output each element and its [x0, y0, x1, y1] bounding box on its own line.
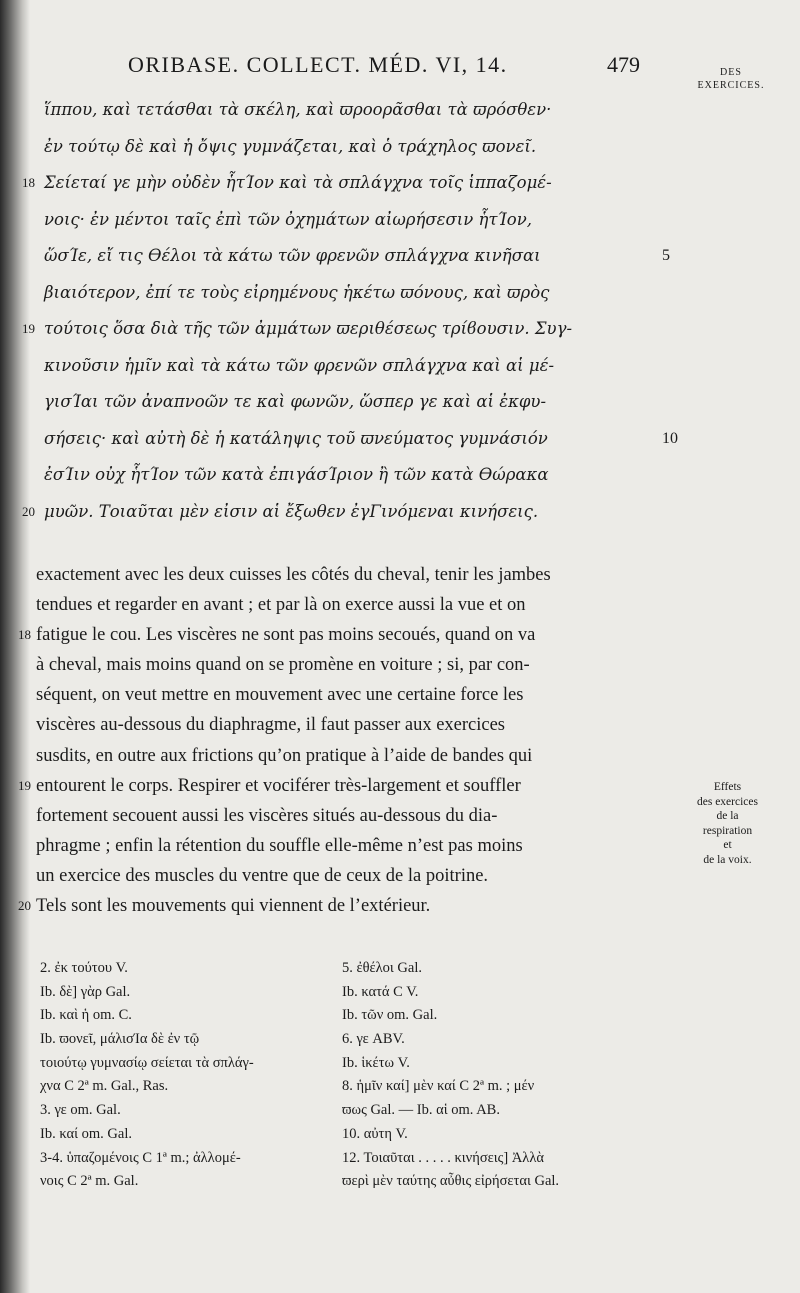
greek-line — [22, 421, 682, 458]
note-line: 2. ἐκ τούτου V. — [40, 960, 128, 976]
french-line-number: 18 — [18, 627, 31, 643]
notes-column-right — [342, 957, 662, 1194]
french-line-text: viscères au-dessous du diaphragme, il faut passer aux exercices — [36, 715, 506, 736]
french-line — [18, 710, 658, 740]
greek-right-line-number: 10 — [662, 429, 678, 447]
greek-line — [22, 129, 682, 166]
note-line: Ib. κατά C V. — [342, 983, 419, 1000]
note-line: 3. γε om. Gal. — [40, 1102, 121, 1119]
french-line — [18, 831, 658, 861]
french-line-text: Tels sont les mouvements qui viennent de l’extérieur. — [36, 896, 431, 917]
page-number: 479 — [607, 52, 640, 77]
french-line — [18, 861, 658, 891]
greek-line — [22, 238, 682, 275]
greek-line-text: μυῶν. Τοιαῦται μὲν εἰσιν αἱ ἔξωθεν ἐγΓινόμεναι κινήσεις. — [44, 501, 539, 521]
greek-line — [22, 165, 682, 202]
note-line: ϖερὶ μὲν ταύτης αὖθις εἰρήσεται Gal. — [342, 1173, 560, 1190]
sidenote-line: de la voix. — [703, 853, 752, 866]
greek-right-line-number: 5 — [662, 247, 670, 264]
french-line-text: exactement avec les deux cuisses les côtés du cheval, tenir les jambes — [36, 565, 551, 585]
greek-line-text: Σείεταί γε μὴν οὐδὲν ἧτΊον καὶ τὰ σπλάγχνα τοῖς ἱππαζομέ- — [44, 173, 552, 192]
greek-text-block — [22, 92, 682, 530]
greek-left-line-number: 20 — [22, 503, 35, 519]
french-line — [18, 771, 658, 801]
sidenote-line: Effets — [713, 781, 742, 793]
greek-line-text: ἵππου, καὶ τετάσθαι τὰ σκέλη, καὶ ϖροορᾶσθαι τὰ ϖρόσθεν· — [44, 100, 552, 119]
note-line: 12. Τοιαῦται . . . . . κινήσεις] Ἀλλὰ — [342, 1149, 544, 1166]
note-line: νοις C 2ª m. Gal. — [40, 1173, 139, 1190]
sidenote-line: respiration — [702, 824, 753, 837]
greek-line-text: σήσεις· καὶ αὐτὴ δὲ ἡ κατάληψις τοῦ ϖνεύματος γυμνάσιόν — [44, 428, 548, 448]
greek-line-text: ὥσΊε, εἴ τις Ѳέλοι τὰ κάτω τῶν φρενῶν σπλάγχνα κινῆσαι — [44, 246, 541, 265]
greek-line — [22, 348, 682, 385]
note-line: τοιούτῳ γυμνασίῳ σείεται τὰ σπλάγ- — [40, 1054, 254, 1071]
greek-line-text: κινοῦσιν ἡμῖν καὶ τὰ κάτω τῶν φρενῶν σπλάγχνα καὶ αἱ μέ- — [44, 355, 555, 375]
margin-heading — [676, 66, 786, 92]
greek-line-text: γισΊαι τῶν ἀναπνοῶν τε καὶ φωνῶν, ὥσπερ γε καὶ αἱ ἐκφυ- — [44, 392, 547, 411]
greek-line — [22, 384, 682, 421]
margin-heading-line: EXERCICES. — [697, 80, 765, 91]
greek-line — [22, 494, 682, 531]
note-line: Ib. καὶ ἡ om. C. — [40, 1007, 132, 1024]
french-line — [18, 741, 658, 771]
margin-heading-line: DES — [720, 67, 742, 78]
greek-line — [22, 92, 682, 129]
french-translation-block — [18, 560, 658, 921]
page-header — [128, 52, 658, 92]
note-line: Ib. δὲ] γὰρ Gal. — [40, 983, 131, 1000]
greek-line — [22, 311, 682, 348]
sidenote-line: et — [723, 839, 732, 851]
greek-line — [22, 202, 682, 239]
greek-line-text: ἐν τούτῳ δὲ καὶ ἡ ὄψις γυμνάζεται, καὶ ὁ τράχηλος ϖονεῖ. — [44, 136, 537, 156]
french-line — [18, 680, 658, 710]
note-line: 10. αὐτη V. — [342, 1125, 408, 1142]
french-line — [18, 650, 658, 680]
greek-line-text: ἐσΊιν οὐχ ἧτΊον τῶν κατὰ ἐπιγάσΊριον ἢ τῶν κατὰ Ѳώρακα — [44, 465, 549, 484]
note-line: ϖως Gal. — Ib. αἱ om. AB. — [342, 1102, 500, 1119]
note-line: Ib. τῶν om. Gal. — [342, 1007, 438, 1024]
marginal-sidenote — [670, 780, 785, 867]
note-line: 5. ἐθέλοι Gal. — [342, 960, 422, 976]
note-line: Ib. ἱκέτω V. — [342, 1054, 410, 1071]
note-line: 3-4. ὑπαζομένοις C 1ª m.; ἀλλομέ- — [40, 1149, 241, 1166]
french-line-text: fortement secouent aussi les viscères situés au-dessous du dia- — [36, 805, 498, 826]
greek-line-text: βιαιότερον, ἐπί τε τοὺς εἰρημένους ἡκέτω ϖόνους, καὶ ϖρὸς — [44, 282, 550, 302]
french-line — [18, 891, 658, 921]
french-line-text: un exercice des muscles du ventre que de ceux de la poitrine. — [36, 865, 489, 886]
note-line: Ib. καί om. Gal. — [40, 1125, 132, 1142]
greek-left-line-number: 18 — [22, 175, 35, 190]
greek-line-text: τούτοις ὅσα διὰ τῆς τῶν ἀμμάτων ϖεριθέσεως τρίϐουσιν. Συγ- — [44, 319, 573, 338]
notes-column-left — [40, 957, 315, 1194]
running-title: ORIBASE. COLLECT. MÉD. VI, 14. — [128, 52, 508, 77]
french-line — [18, 801, 658, 831]
greek-line — [22, 457, 682, 494]
sidenote-line: de la — [716, 810, 739, 822]
french-line-text: tendues et regarder en avant ; et par là on exerce aussi la vue et on — [36, 595, 526, 616]
french-line-text: entourent le corps. Respirer et vociférer très-largement et souffler — [36, 775, 521, 796]
note-line: Ib. ϖονεῖ, μάλισΊα δὲ ἐν τῷ — [40, 1031, 200, 1048]
french-line — [18, 590, 658, 620]
french-line-text: susdits, en outre aux frictions qu’on pratique à l’aide de bandes qui — [36, 745, 533, 766]
french-line-text: séquent, on veut mettre en mouvement avec une certaine force les — [36, 685, 524, 706]
note-line: 6. γε ABV. — [342, 1031, 405, 1048]
french-line-number: 20 — [18, 898, 31, 914]
french-line-text: à cheval, mais moins quand on se promène en voiture ; si, par con- — [36, 655, 530, 676]
greek-line-text: νοις· ἐν μέντοι ταῖς ἐπὶ τῶν ὀχημάτων αἰωρήσεσιν ἧτΊον, — [44, 209, 532, 229]
note-line: 8. ἡμῖν καί] μὲν καί C 2ª m. ; μέν — [342, 1078, 535, 1095]
note-line: χνα C 2ª m. Gal., Ras. — [40, 1078, 169, 1095]
greek-line — [22, 275, 682, 312]
french-line — [18, 560, 658, 590]
greek-left-line-number: 19 — [22, 321, 35, 336]
french-line — [18, 620, 658, 650]
french-line-text: phragme ; enfin la rétention du souffle elle-même n’est pas moins — [36, 835, 523, 856]
sidenote-line: des exercices — [697, 795, 758, 808]
french-line-number: 19 — [18, 777, 31, 793]
french-line-text: fatigue le cou. Les viscères ne sont pas moins secoués, quand on va — [36, 625, 536, 646]
